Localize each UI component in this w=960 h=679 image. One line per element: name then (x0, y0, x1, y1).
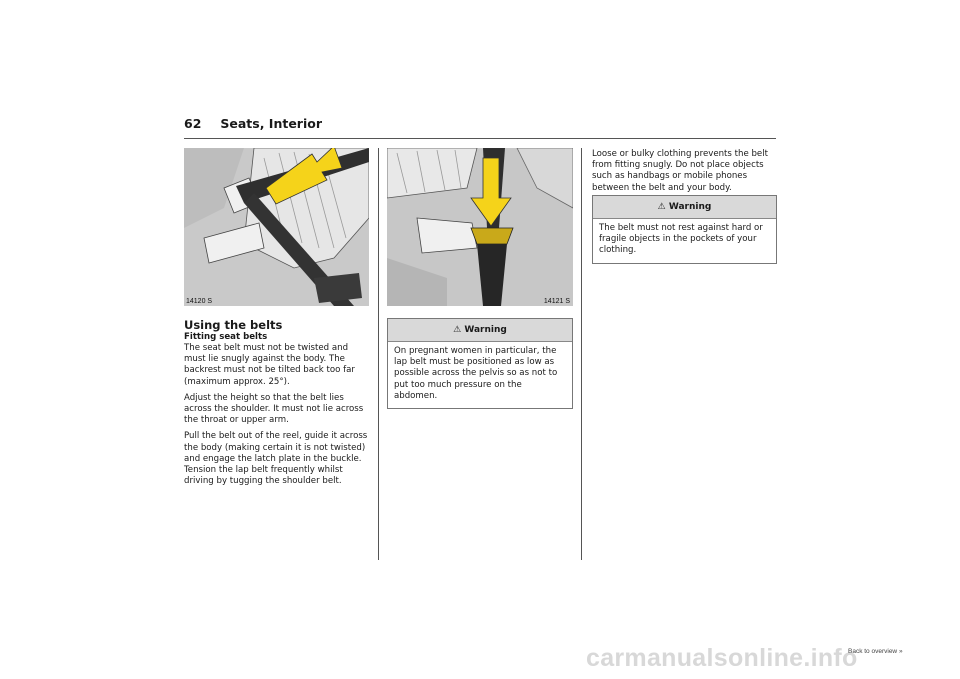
figure-code: 14120 S (186, 298, 213, 305)
paragraph: Pull the belt out of the reel, guide it across the body (making certain it is not twisted) and engage the latch plate in the buckle. Tension the lap belt frequently whilst driving by tugging the shoulder belt. (184, 431, 368, 487)
warning-triangle-icon: ⚠ (657, 202, 666, 212)
warning-box-pregnancy (387, 318, 573, 409)
subheading: Fitting seat belts (184, 332, 268, 342)
warning-text: The belt must not rest against hard or fragile objects in the pockets of your clothing. (599, 223, 763, 256)
warning-title: Warning (668, 202, 712, 212)
back-link-label: Back to overview (848, 648, 898, 655)
left-column (184, 318, 370, 492)
paragraph: Adjust the height so that the belt lies across the shoulder. It must not lie across the throat or upper arm. (184, 392, 364, 426)
arrow-icon: » (898, 648, 903, 655)
page-header (184, 116, 322, 131)
figure-code: 14121 S (543, 298, 570, 305)
paragraph: Loose or bulky clothing prevents the belt from fitting snugly. Do not place objects such as handbags or mobile phones between the belt and your body. (592, 149, 768, 193)
watermark: carmanualsonline.info (586, 644, 858, 672)
warning-text: On pregnant women in particular, the lap belt must be positioned as low as possible across the pelvis so as not to put too much pressure on the abdomen. (394, 346, 558, 401)
paragraph: The seat belt must not be twisted and must lie snugly against the body. The backrest must not be tilted back too far (maximum approx. 25°). (184, 343, 355, 387)
back-to-overview-link[interactable] (848, 648, 903, 655)
column-divider-1 (378, 148, 379, 560)
buckle-illustration (387, 148, 573, 306)
warning-header (388, 319, 572, 342)
warning-triangle-icon: ⚠ (453, 325, 462, 335)
warning-header (593, 196, 776, 219)
warning-title: Warning (464, 325, 507, 335)
figure-fastening-belt (184, 148, 369, 306)
header-rule (184, 138, 776, 139)
section-title: Seats, Interior (220, 116, 322, 131)
right-column (592, 149, 776, 199)
figure-buckle (387, 148, 573, 306)
section-heading: Using the belts (184, 318, 283, 332)
warning-box-pockets (592, 195, 777, 264)
column-divider-2 (581, 148, 582, 560)
page-number: 62 (184, 116, 202, 131)
belt-fastening-illustration (184, 148, 369, 306)
